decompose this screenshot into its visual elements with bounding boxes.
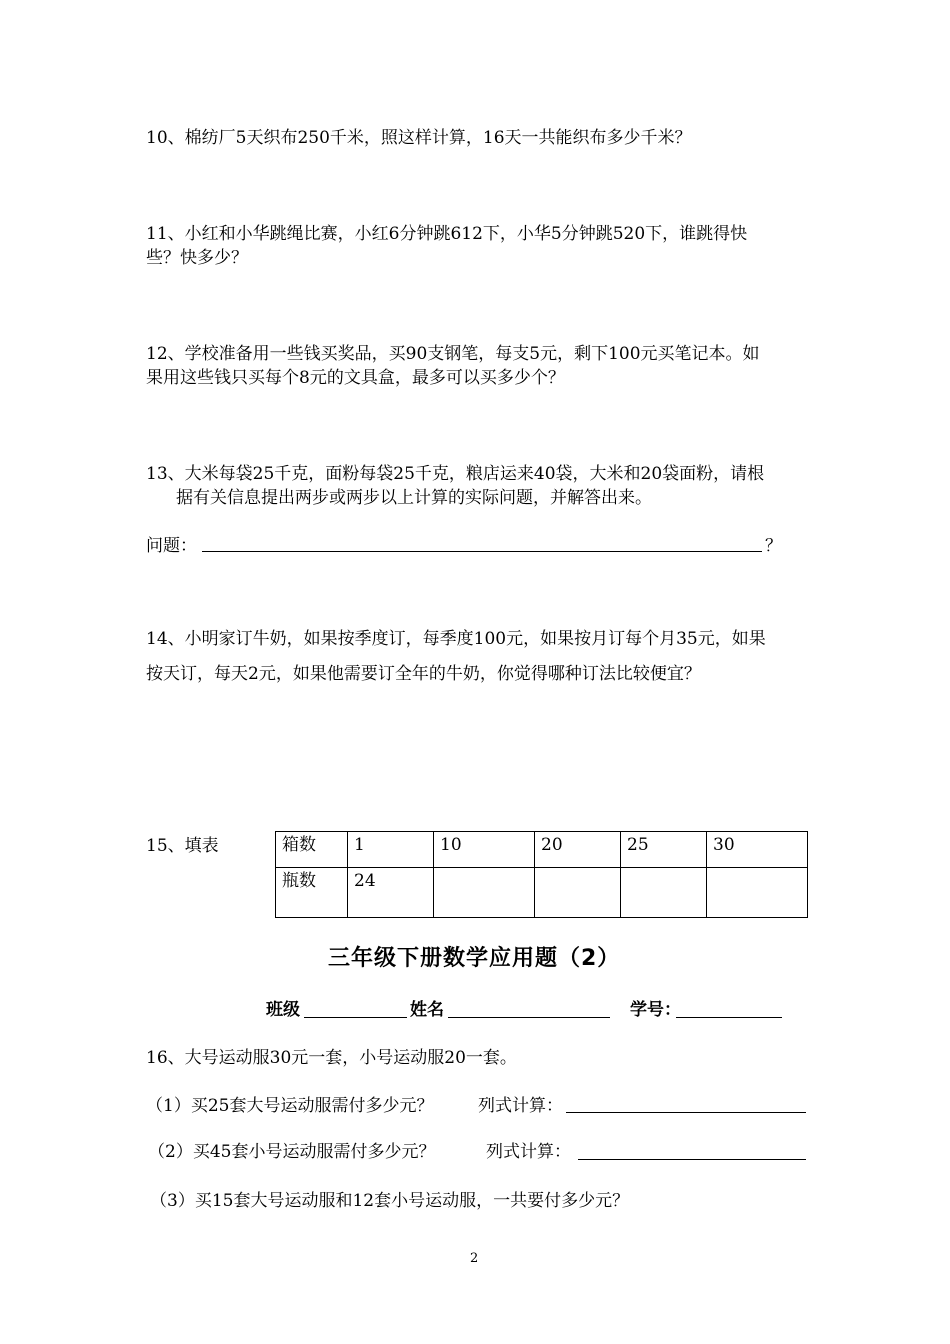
question-16-sub3: （3）买15套大号运动服和12套小号运动服，一共要付多少元？ [150, 1191, 630, 1211]
class-field[interactable] [304, 1017, 407, 1018]
question-13-end-mark: ？ [765, 536, 782, 556]
question-11-line1: 11、小红和小华跳绳比赛，小红6分钟跳612下，小华5分钟跳520下，谁跳得快 [146, 224, 748, 244]
table-cell: 24 [348, 868, 434, 918]
table-cell: 25 [621, 832, 707, 868]
id-field[interactable] [676, 1017, 782, 1018]
id-label: 学号： [630, 1000, 681, 1020]
section-title: 三年级下册数学应用题（2） [328, 946, 621, 971]
table-row [276, 868, 808, 918]
question-13-line2: 据有关信息提出两步或两步以上计算的实际问题，并解答出来。 [176, 488, 652, 508]
question-16-sub2: （2）买45套小号运动服需付多少元？ [148, 1142, 436, 1162]
question-15-label: 15、填表 [146, 836, 219, 856]
name-label: 姓名 [410, 1000, 444, 1020]
question-12-line1: 12、学校准备用一些钱买奖品，买90支钢笔，每支5元，剩下100元买笔记本。如 [146, 344, 760, 364]
table-row [276, 832, 808, 868]
table-cell: 箱数 [276, 832, 348, 868]
page-number: 2 [470, 1251, 479, 1266]
name-field[interactable] [448, 1017, 610, 1018]
question-13-line1: 13、大米每袋25千克，面粉每袋25千克，粮店运来40袋，大米和20袋面粉，请根 [146, 464, 765, 484]
fill-table [275, 831, 808, 918]
question-16-intro: 16、大号运动服30元一套，小号运动服20一套。 [146, 1048, 517, 1068]
question-12-line2: 果用这些钱只买每个8元的文具盒，最多可以买多少个？ [146, 368, 565, 388]
class-label: 班级 [266, 1000, 300, 1020]
table-cell: 10 [434, 832, 535, 868]
question-16-sub2-calc-label: 列式计算： [486, 1142, 571, 1162]
question-16-sub1-calc-label: 列式计算： [478, 1096, 563, 1116]
question-16-sub1: （1）买25套大号运动服需付多少元？ [146, 1096, 434, 1116]
question-11-line2: 些？快多少？ [146, 248, 248, 268]
table-cell: 瓶数 [276, 868, 348, 918]
table-cell-blank[interactable] [707, 868, 808, 918]
question-14-line2: 按天订，每天2元，如果他需要订全年的牛奶，你觉得哪种订法比较便宜？ [146, 664, 701, 684]
table-cell: 30 [707, 832, 808, 868]
question-10: 10、棉纺厂5天织布250千米，照这样计算，16天一共能织布多少千米？ [146, 128, 692, 148]
question-16-sub2-answer-line[interactable] [578, 1159, 806, 1160]
table-cell-blank[interactable] [535, 868, 621, 918]
table-cell: 20 [535, 832, 621, 868]
question-13-answer-line[interactable] [202, 551, 762, 552]
table-cell-blank[interactable] [621, 868, 707, 918]
question-14-line1: 14、小明家订牛奶，如果按季度订，每季度100元，如果按月订每个月35元，如果 [146, 629, 766, 649]
table-cell-blank[interactable] [434, 868, 535, 918]
table-cell: 1 [348, 832, 434, 868]
question-16-sub1-answer-line[interactable] [566, 1112, 806, 1113]
question-13-label: 问题： [146, 536, 197, 556]
